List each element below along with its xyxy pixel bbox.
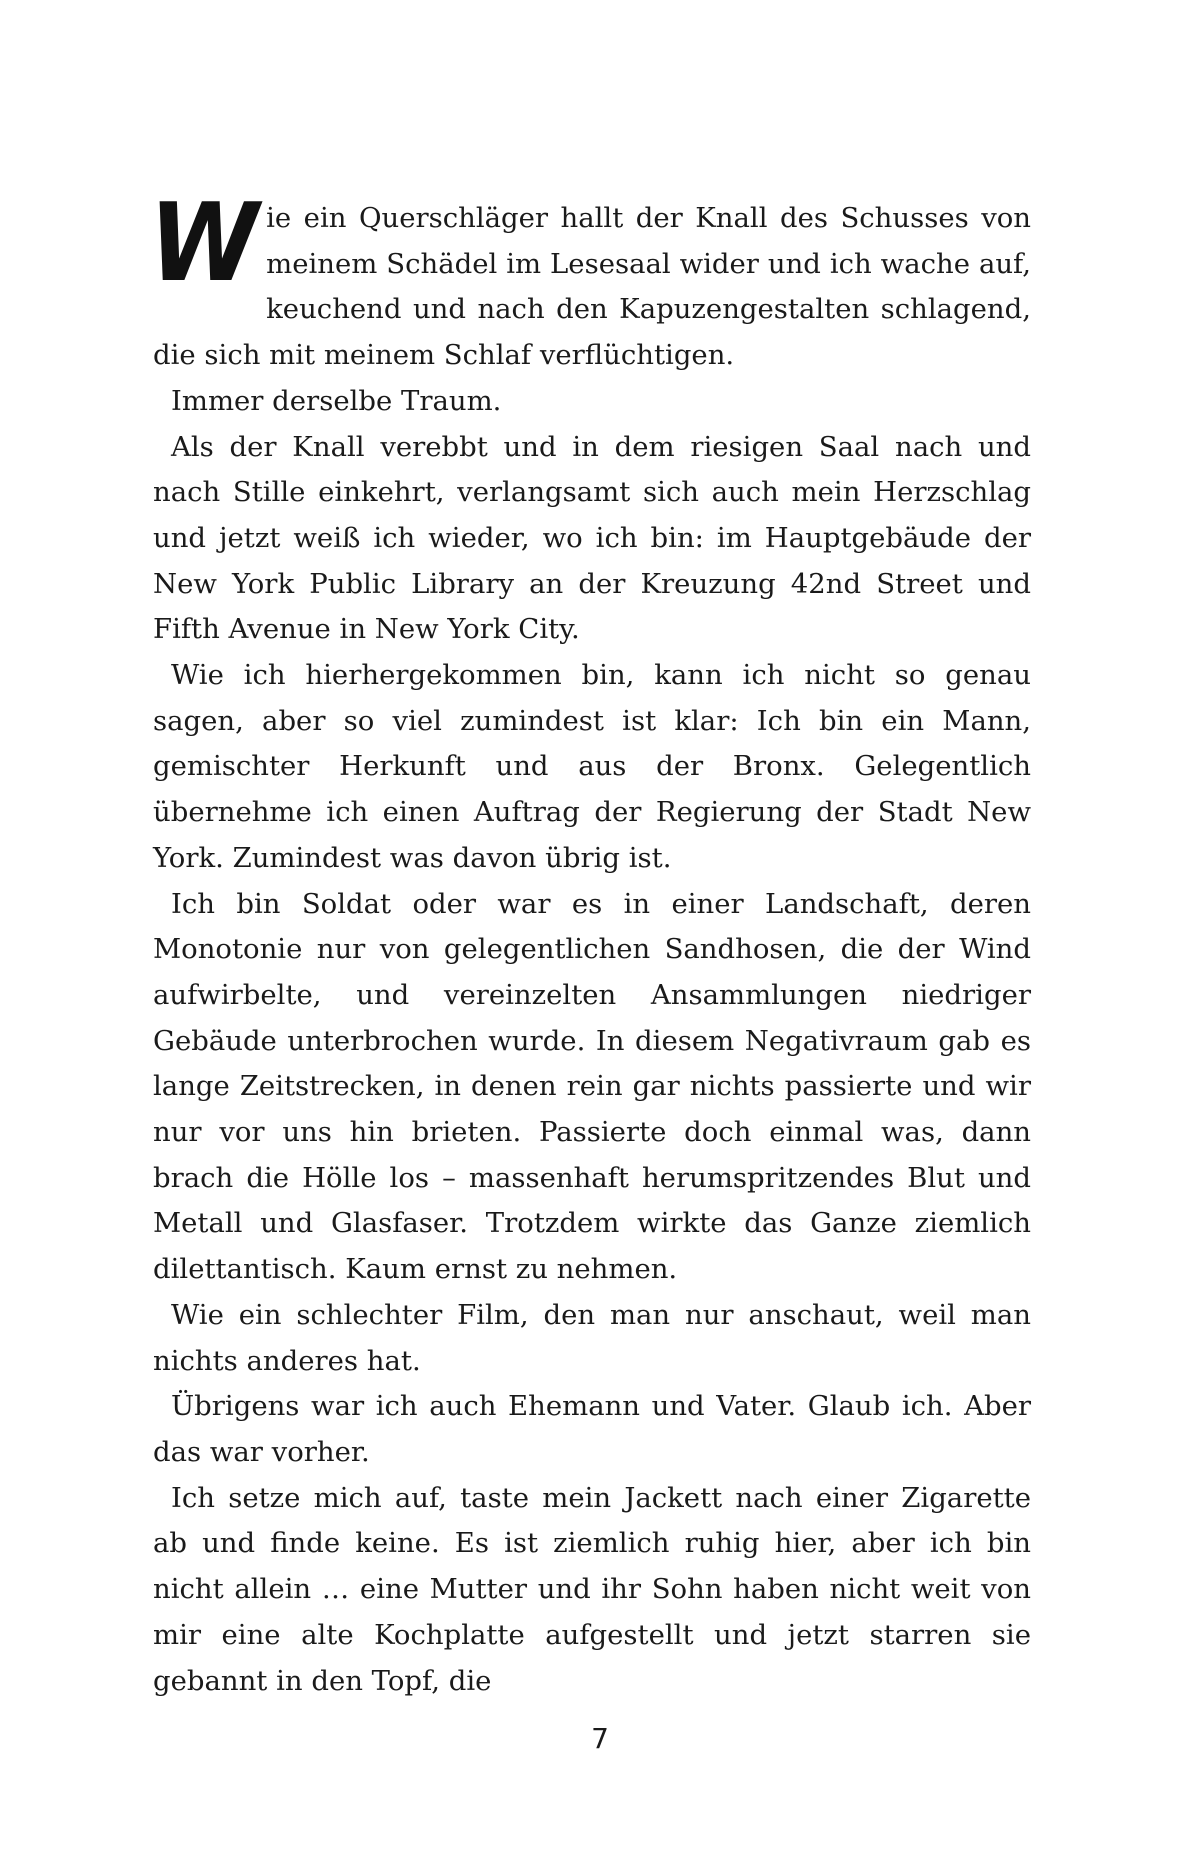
paragraph-5: Ich bin Soldat oder war es in einer Landschaft, deren Monotonie nur von gelegentlichen Sandhosen, die der Wind aufwirbelte, und vereinzelten Ansammlungen niedriger Gebäude unterbrochen wurde. In diesem Negativraum gab es lange Zeitstrecken, in denen rein gar nichts passierte und wir nur vor uns hin brieten. Passierte doch einmal was, dann brach die Hölle los – massenhaft herumspritzendes Blut und Metall und Glasfaser. Trotzdem wirkte das Ganze ziemlich dilettantisch. Kaum ernst zu nehmen. <box>153 887 1031 1286</box>
paragraph-1-text: ie ein Querschläger hallt der Knall des Schusses von meinem Schädel im Lesesaal wider und ich wache auf, keuchend und nach den Kapuzengestalten schlagend, die sich mit meinem Schlaf verflüchtigen. <box>153 202 1031 372</box>
paragraph-6: Wie ein schlechter Film, den man nur anschaut, weil man nichts anderes hat. <box>153 1298 1031 1377</box>
paragraph-8: Ich setze mich auf, taste mein Jackett nach einer Zigarette ab und finde keine. Es ist ziemlich ruhig hier, aber ich bin nicht allein … eine Mutter und ihr Sohn haben nicht weit von mir eine alte Kochplatte aufgestellt und jetzt starren sie gebannt in den Topf, die <box>153 1481 1031 1697</box>
paragraph-1 <box>149 181 1031 379</box>
paragraph-3: Als der Knall verebbt und in dem riesigen Saal nach und nach Stille einkehrt, verlangsamt sich auch mein Herzschlag und jetzt weiß ich wieder, wo ich bin: im Hauptgebäude der New York Public Library an der Kreuzung 42nd Street und Fifth Avenue in New York City. <box>153 430 1031 646</box>
paragraph-4: Wie ich hierhergekommen bin, kann ich nicht so genau sagen, aber so viel zumindest ist klar: Ich bin ein Mann, gemischter Herkunft und aus der Bronx. Gelegentlich übernehme ich einen Auftrag der Regierung der Stadt New York. Zumindest was davon übrig ist. <box>153 659 1031 874</box>
body-text <box>149 181 1031 1704</box>
paragraph-2: Immer derselbe Traum. <box>171 384 502 417</box>
page-number: 7 <box>591 1722 609 1755</box>
paragraph-7: Übrigens war ich auch Ehemann und Vater. Glaub ich. Aber das war vorher. <box>153 1390 1031 1468</box>
drop-cap: W <box>149 181 254 306</box>
